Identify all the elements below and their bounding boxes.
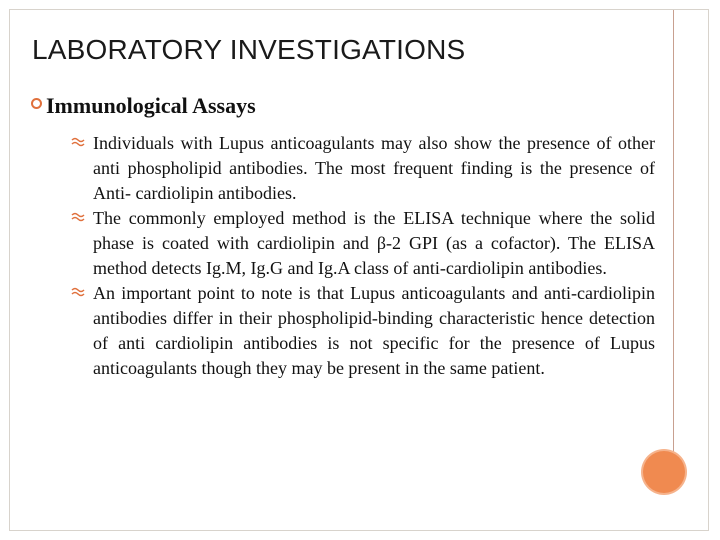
wave-bullet-icon xyxy=(71,287,87,299)
side-accent-line xyxy=(673,10,674,457)
list-item xyxy=(93,206,655,281)
list-item xyxy=(93,281,655,381)
wave-bullet-icon xyxy=(71,212,87,224)
decorative-circle xyxy=(643,451,685,493)
bullet-text: An important point to note is that Lupus anticoagulants and anti-cardiolipin antibodies differ in their phospholipid-binding characteristic hence detection of anti cardiolipin antibodies is not specific for the presence of Lupus anticoagulants though they may be present in the same patient. xyxy=(93,283,655,378)
section-heading xyxy=(46,93,256,119)
bullet-text: Individuals with Lupus anticoagulants may also show the presence of other anti phospholipid antibodies. The most frequent finding is the presence of Anti- cardiolipin antibodies. xyxy=(93,133,655,203)
wave-bullet-icon xyxy=(71,137,87,149)
bullet-list xyxy=(93,131,655,381)
bullet-text: The commonly employed method is the ELISA technique where the solid phase is coated with cardiolipin and β-2 GPI (as a cofactor). The ELISA method detects Ig.M, Ig.G and Ig.A class of anti-cardiolipin antibodies. xyxy=(93,208,655,278)
list-item xyxy=(93,131,655,206)
section-heading-label: Immunological Assays xyxy=(46,93,256,118)
slide-title: LABORATORY INVESTIGATIONS xyxy=(32,34,466,65)
circle-bullet-icon xyxy=(31,98,42,109)
